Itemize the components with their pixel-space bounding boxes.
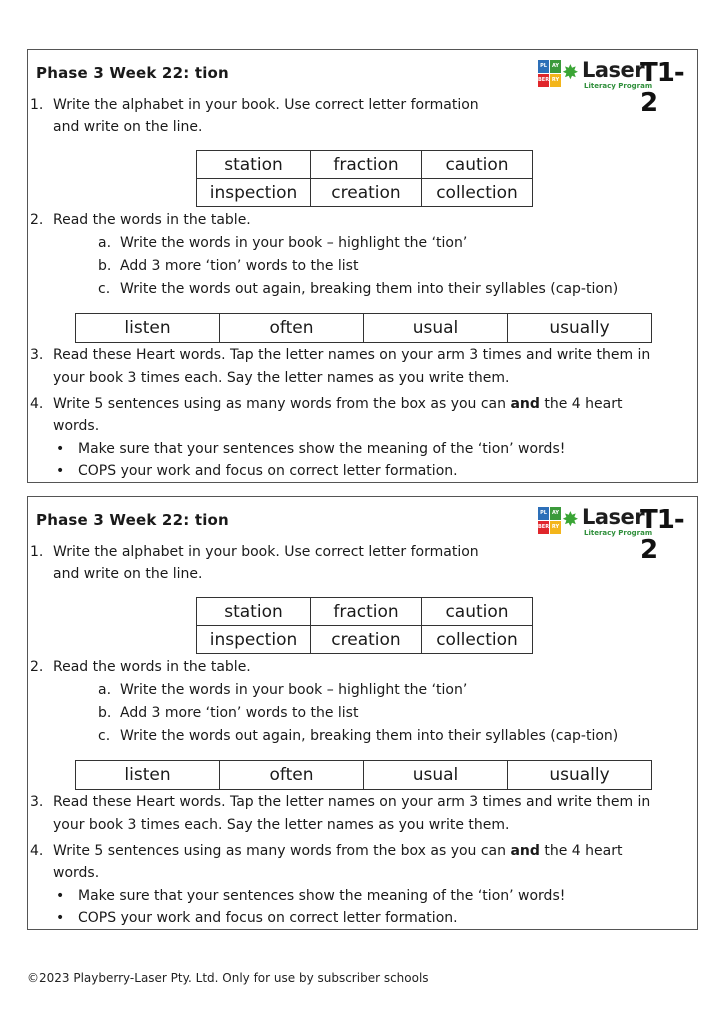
logo-block: AY xyxy=(550,60,561,73)
starburst-icon: ✸ xyxy=(562,507,579,531)
table-cell: caution xyxy=(422,151,533,179)
playberry-blocks-icon xyxy=(538,60,562,88)
subitem-text: Add 3 more ‘tion’ words to the list xyxy=(120,705,359,721)
table-cell: listen xyxy=(76,314,220,343)
subitem-text: Write the words out again, breaking them into their syllables (cap-tion) xyxy=(120,281,619,297)
laser-logo xyxy=(538,505,693,565)
logo-block: RY xyxy=(550,521,561,534)
logo-subtitle: Literacy Program xyxy=(584,82,653,90)
starburst-icon: ✸ xyxy=(562,60,579,84)
table-row xyxy=(76,761,652,790)
task-3-line-1: Read these Heart words. Tap the letter names on your arm 3 times and write them in xyxy=(53,794,651,810)
tion-word-table xyxy=(196,597,533,654)
task-3-line-2: your book 3 times each. Say the letter names as you write them. xyxy=(53,817,510,833)
table-row xyxy=(197,151,533,179)
table-row xyxy=(197,598,533,626)
subitem-label: b. xyxy=(98,258,112,274)
task-2-number: 2. xyxy=(30,659,44,675)
subitem-text: Write the words in your book – highlight the ‘tion’ xyxy=(120,235,468,251)
level-label: T1-2 xyxy=(640,58,684,118)
table-cell: usual xyxy=(364,761,508,790)
table-cell: usual xyxy=(364,314,508,343)
subitem-text: Write the words out again, breaking them into their syllables (cap-tion) xyxy=(120,728,619,744)
task-1-line-1: Write the alphabet in your book. Use correct letter formation xyxy=(53,97,479,113)
subitem-label: a. xyxy=(98,235,112,251)
table-cell: station xyxy=(197,151,311,179)
task-4-text-end: the 4 heart xyxy=(539,843,623,859)
task-1-line-2: and write on the line. xyxy=(53,566,203,582)
logo-block: BER xyxy=(538,74,549,87)
task-4-bold: and xyxy=(510,843,540,859)
task-1-line-2: and write on the line. xyxy=(53,119,203,135)
task-3-line-2: your book 3 times each. Say the letter names as you write them. xyxy=(53,370,510,386)
table-row xyxy=(76,314,652,343)
task-4-bold: and xyxy=(510,396,540,412)
bullet-item: • Make sure that your sentences show the meaning of the ‘tion’ words! xyxy=(78,886,565,906)
logo-block: RY xyxy=(550,74,561,87)
table-cell: creation xyxy=(311,626,422,654)
logo-subtitle: Literacy Program xyxy=(584,529,653,537)
table-cell: collection xyxy=(422,179,533,207)
table-cell: fraction xyxy=(311,598,422,626)
subitem-label: c. xyxy=(98,281,111,297)
tion-word-table xyxy=(196,150,533,207)
table-cell: caution xyxy=(422,598,533,626)
table-cell: listen xyxy=(76,761,220,790)
table-cell: creation xyxy=(311,179,422,207)
logo-block: BER xyxy=(538,521,549,534)
logo-block: AY xyxy=(550,507,561,520)
task-2-number: 2. xyxy=(30,212,44,228)
copyright-footer: ©2023 Playberry-Laser Pty. Ltd. Only for use by subscriber schools xyxy=(27,971,429,985)
subitem-label: c. xyxy=(98,728,111,744)
heart-word-table xyxy=(75,313,652,343)
task-1-number: 1. xyxy=(30,544,44,560)
subitem-label: b. xyxy=(98,705,112,721)
bullet-item: • COPS your work and focus on correct letter formation. xyxy=(78,461,458,481)
task-4-text-end: the 4 heart xyxy=(539,396,623,412)
table-cell: inspection xyxy=(197,179,311,207)
subitem-text: Add 3 more ‘tion’ words to the list xyxy=(120,258,359,274)
logo-block: PL xyxy=(538,60,549,73)
logo-block: PL xyxy=(538,507,549,520)
task-1-number: 1. xyxy=(30,97,44,113)
table-cell: inspection xyxy=(197,626,311,654)
task-4-number: 4. xyxy=(30,843,44,859)
playberry-blocks-icon xyxy=(538,507,562,535)
task-4-line-1 xyxy=(53,394,622,414)
laser-logo xyxy=(538,58,693,118)
logo-name: Laser xyxy=(582,505,645,529)
task-4-number: 4. xyxy=(30,396,44,412)
table-row xyxy=(197,626,533,654)
table-cell: fraction xyxy=(311,151,422,179)
task-2-text: Read the words in the table. xyxy=(53,212,251,228)
logo-name: Laser xyxy=(582,58,645,82)
card-title: Phase 3 Week 22: tion xyxy=(36,64,229,82)
table-cell: station xyxy=(197,598,311,626)
table-cell: usually xyxy=(508,314,652,343)
task-3-number: 3. xyxy=(30,794,44,810)
bullet-item: • COPS your work and focus on correct letter formation. xyxy=(78,908,458,928)
task-4-line-2: words. xyxy=(53,865,100,881)
subitem-text: Write the words in your book – highlight the ‘tion’ xyxy=(120,682,468,698)
level-label: T1-2 xyxy=(640,505,684,565)
table-cell: usually xyxy=(508,761,652,790)
table-cell: often xyxy=(220,761,364,790)
table-cell: often xyxy=(220,314,364,343)
table-row xyxy=(197,179,533,207)
task-4-line-1 xyxy=(53,841,622,861)
card-title: Phase 3 Week 22: tion xyxy=(36,511,229,529)
task-1-line-1: Write the alphabet in your book. Use correct letter formation xyxy=(53,544,479,560)
task-3-line-1: Read these Heart words. Tap the letter names on your arm 3 times and write them in xyxy=(53,347,651,363)
task-4-text: Write 5 sentences using as many words from the box as you can xyxy=(53,843,511,859)
subitem-label: a. xyxy=(98,682,112,698)
bullet-item: • Make sure that your sentences show the meaning of the ‘tion’ words! xyxy=(78,439,565,459)
worksheet-card-2 xyxy=(27,496,698,930)
worksheet-card-1 xyxy=(27,49,698,483)
task-4-line-2: words. xyxy=(53,418,100,434)
task-4-text: Write 5 sentences using as many words from the box as you can xyxy=(53,396,511,412)
task-3-number: 3. xyxy=(30,347,44,363)
heart-word-table xyxy=(75,760,652,790)
task-2-text: Read the words in the table. xyxy=(53,659,251,675)
table-cell: collection xyxy=(422,626,533,654)
